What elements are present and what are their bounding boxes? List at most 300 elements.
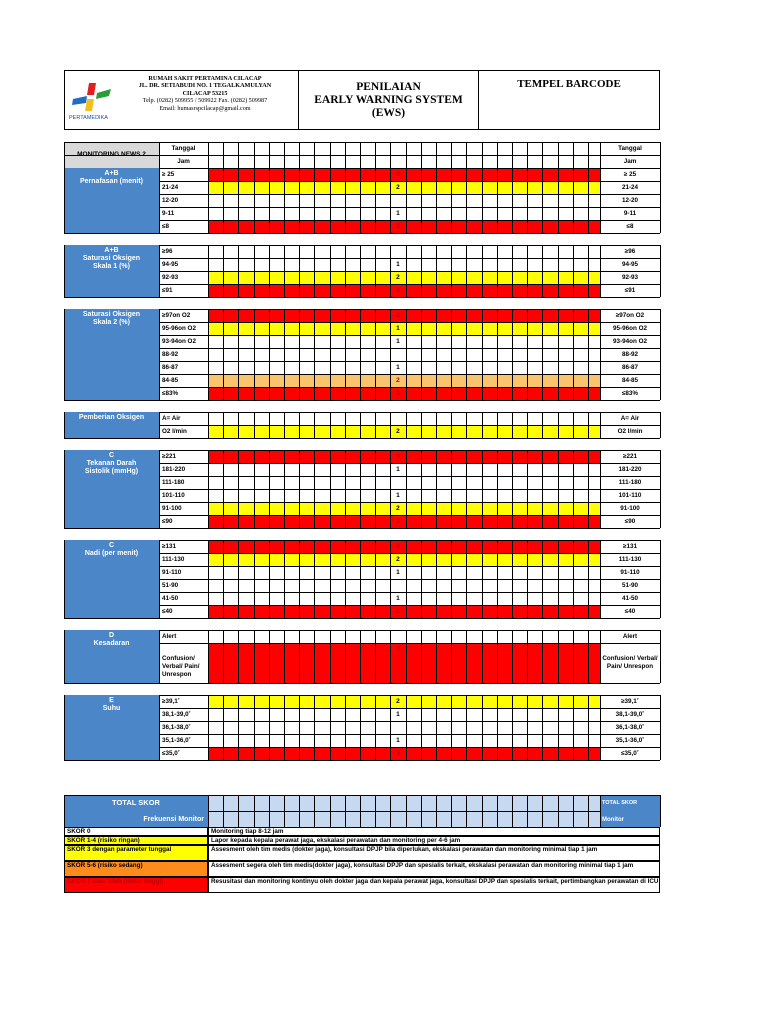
section-label	[64, 630, 159, 683]
column-border	[208, 540, 209, 618]
parameter-range-label: 93-94on O2	[162, 338, 196, 345]
column-border	[600, 630, 601, 683]
column-border	[64, 695, 65, 760]
column-border	[345, 795, 346, 827]
column-border	[208, 309, 209, 400]
row-border	[159, 734, 660, 735]
column-border	[64, 142, 65, 168]
column-border	[421, 695, 422, 760]
row-border	[159, 515, 660, 516]
hospital-name: RUMAH SAKIT PERTAMINA CILACAP	[148, 75, 262, 82]
parameter-range-label-right: ≤40	[624, 608, 636, 615]
parameter-range-label-right: 21-24	[621, 184, 639, 191]
column-border	[208, 142, 209, 168]
column-border	[558, 630, 559, 683]
column-border	[421, 795, 422, 827]
column-border	[330, 412, 331, 438]
column-border	[527, 168, 528, 233]
column-border	[208, 168, 209, 233]
parameter-range-label-right: ≥ 25	[623, 171, 637, 178]
column-border	[542, 540, 543, 618]
parameter-range-label-right: A= Air	[620, 415, 640, 422]
column-border	[375, 630, 376, 683]
column-border	[238, 142, 239, 168]
column-border	[406, 450, 407, 528]
column-border	[482, 142, 483, 168]
column-border	[159, 168, 160, 233]
monitor-label-right: Monitor	[600, 811, 660, 827]
legend-score-key: SKOR 7 atau lebih (risiko tinggi)	[64, 877, 208, 893]
column-border	[406, 412, 407, 438]
column-border	[299, 245, 300, 297]
parameter-range-label-right: Alert	[622, 633, 638, 640]
section-label	[64, 450, 159, 528]
column-border	[360, 168, 361, 233]
column-border	[238, 245, 239, 297]
section-subtitle: Pemberian Oksigen	[78, 414, 145, 421]
section-title: E	[109, 697, 114, 704]
column-border	[208, 245, 209, 297]
column-border	[390, 540, 391, 618]
column-border	[421, 142, 422, 168]
hospital-address: JL. DR. SETIABUDI NO. 1 TEGALKAMULYAN	[138, 82, 272, 90]
parameter-range-label: 95-96on O2	[162, 325, 196, 332]
row-border	[159, 592, 660, 593]
column-border	[588, 540, 589, 618]
column-border	[254, 695, 255, 760]
row-border	[159, 489, 660, 490]
row-border	[159, 361, 660, 362]
column-border	[254, 309, 255, 400]
row-border	[64, 528, 660, 529]
column-border	[558, 168, 559, 233]
column-border	[375, 695, 376, 760]
column-border	[208, 450, 209, 528]
column-border	[345, 450, 346, 528]
column-border	[223, 540, 224, 618]
column-border	[360, 630, 361, 683]
parameter-range-label-right: 95-96on O2	[613, 325, 647, 332]
section-title: A+B	[104, 170, 119, 177]
parameter-range-label: ≤90	[162, 518, 173, 525]
column-border	[600, 695, 601, 760]
column-border	[421, 412, 422, 438]
column-border	[542, 630, 543, 683]
column-border	[497, 412, 498, 438]
row-border	[159, 708, 660, 709]
column-border	[482, 168, 483, 233]
score-value: 3	[396, 608, 400, 615]
column-border	[375, 168, 376, 233]
parameter-range-label: 181-220	[162, 466, 186, 473]
legend-action-text: Resusitasi dan monitoring kontinyu oleh dokter jaga dan kepala perawat jaga, konsultasi DPJP dan spesialis terkait, pertimbangkan perawatan di ICU	[208, 877, 660, 893]
section-subtitle: Saturasi Oksigen Skala 1 (%)	[82, 255, 141, 270]
column-border	[573, 309, 574, 400]
column-border	[284, 142, 285, 168]
column-border	[330, 168, 331, 233]
column-border	[451, 142, 452, 168]
column-border	[159, 695, 160, 760]
row-border	[159, 605, 660, 606]
section-subtitle: Nadi (per menit)	[84, 550, 139, 557]
column-border	[299, 630, 300, 683]
column-border	[269, 245, 270, 297]
column-border	[573, 142, 574, 168]
column-border	[284, 695, 285, 760]
column-border	[159, 630, 160, 683]
logo-text: PERTAMEDIKA	[69, 115, 108, 121]
column-border	[512, 450, 513, 528]
column-border	[600, 795, 601, 827]
column-border	[660, 245, 661, 297]
column-border	[451, 412, 452, 438]
hospital-phone: Telp. (0282) 509955 / 509922 Fax. (0282) 509987	[142, 97, 268, 105]
column-border	[512, 795, 513, 827]
section-title: D	[108, 632, 115, 639]
parameter-range-label: ≥96	[162, 248, 173, 255]
column-border	[482, 309, 483, 400]
column-border	[660, 142, 661, 168]
section-title: C	[108, 542, 115, 549]
column-border	[375, 142, 376, 168]
parameter-range-label: 91-110	[162, 569, 182, 576]
row-border	[159, 348, 660, 349]
column-border	[330, 540, 331, 618]
column-border	[497, 695, 498, 760]
column-border	[558, 412, 559, 438]
column-border	[314, 795, 315, 827]
column-border	[223, 142, 224, 168]
column-border	[482, 795, 483, 827]
total-score-label: TOTAL SKOR	[64, 795, 208, 811]
column-border	[238, 450, 239, 528]
column-border	[588, 630, 589, 683]
column-border	[451, 450, 452, 528]
column-border	[254, 245, 255, 297]
row-border	[208, 811, 600, 812]
column-border	[345, 309, 346, 400]
parameter-range-label-right: 38,1-39,0˚	[615, 711, 645, 718]
column-border	[512, 168, 513, 233]
section-subtitle: Pernafasan (menit)	[79, 178, 144, 185]
legend-action-text: Assesment oleh tim medis (dokter jaga), konsultasi DPJP bila diperlukan, ekskalasi perawatan dan monitoring minimal tiap 1 jam	[208, 845, 660, 861]
column-border	[284, 168, 285, 233]
column-border	[512, 142, 513, 168]
row-border	[159, 566, 660, 567]
parameter-range-label-right: ≥96	[624, 248, 636, 255]
column-border	[269, 450, 270, 528]
barcode-label: TEMPEL BARCODE	[517, 78, 621, 90]
column-border	[512, 630, 513, 683]
column-border	[512, 309, 513, 400]
column-border	[406, 795, 407, 827]
parameter-range-label-right: 91-110	[620, 569, 640, 576]
column-border	[527, 795, 528, 827]
parameter-range-label: 101-110	[162, 492, 185, 499]
column-border	[254, 168, 255, 233]
parameter-range-label-right: ≥221	[623, 453, 637, 460]
parameter-range-label: 35,1-36,0˚	[162, 737, 191, 744]
parameter-range-label-right: ≤91	[624, 287, 636, 294]
row-border	[159, 553, 660, 554]
column-border	[542, 309, 543, 400]
column-border	[466, 412, 467, 438]
column-border	[406, 168, 407, 233]
column-border	[436, 309, 437, 400]
parameter-range-label: 12-20	[162, 197, 179, 204]
parameter-range-label-right: 51-90	[621, 582, 639, 589]
column-border	[527, 412, 528, 438]
column-border	[223, 795, 224, 827]
column-border	[497, 630, 498, 683]
legend-score-key: SKOR 3 dengan parameter tunggal	[64, 845, 208, 861]
parameter-range-label: 21-24	[162, 184, 179, 191]
column-border	[64, 309, 65, 400]
section-title: A+B	[104, 247, 119, 254]
column-border	[558, 142, 559, 168]
column-border	[436, 540, 437, 618]
column-border	[558, 245, 559, 297]
column-border	[573, 795, 574, 827]
column-border	[600, 142, 601, 168]
score-value: 1	[396, 595, 400, 602]
column-border	[238, 630, 239, 683]
parameter-range-label: 38,1-39,0˚	[162, 711, 191, 718]
parameter-range-label-right: 111-180	[618, 479, 642, 486]
row-border	[159, 220, 660, 221]
column-border	[159, 540, 160, 618]
column-border	[254, 450, 255, 528]
column-border	[64, 245, 65, 297]
score-value: 1	[396, 492, 400, 499]
score-value: 2	[396, 556, 400, 563]
column-border	[238, 168, 239, 233]
parameter-range-label-right: O2 l/min	[617, 428, 643, 435]
column-border	[299, 168, 300, 233]
column-border	[345, 245, 346, 297]
parameter-range-label-right: 181-220	[618, 466, 642, 473]
parameter-range-label-right: 9-11	[623, 210, 637, 217]
column-border	[451, 795, 452, 827]
column-border	[390, 630, 391, 683]
parameter-range-label-right: ≤35,0˚	[621, 750, 639, 757]
column-border	[421, 245, 422, 297]
column-border	[360, 412, 361, 438]
column-border	[269, 168, 270, 233]
column-border	[238, 412, 239, 438]
column-border	[660, 695, 661, 760]
column-border	[314, 412, 315, 438]
score-value: 3	[396, 312, 400, 319]
column-border	[512, 695, 513, 760]
parameter-range-label: 86-87	[162, 364, 179, 371]
column-border	[436, 142, 437, 168]
score-value: 1	[396, 466, 400, 473]
section-label	[64, 309, 159, 400]
column-border	[64, 795, 65, 827]
column-border	[497, 450, 498, 528]
column-border	[360, 540, 361, 618]
parameter-range-label-right: ≥131	[623, 543, 637, 550]
score-value: 1	[396, 737, 400, 744]
section-subtitle: Suhu	[102, 705, 121, 712]
column-border	[269, 795, 270, 827]
column-border	[406, 309, 407, 400]
row-border	[159, 335, 660, 336]
column-border	[482, 695, 483, 760]
column-border	[451, 695, 452, 760]
score-value: 2	[396, 377, 400, 384]
column-border	[254, 630, 255, 683]
row-border	[159, 181, 660, 182]
column-border	[482, 245, 483, 297]
column-border	[330, 309, 331, 400]
parameter-range-label: ≤40	[162, 608, 173, 615]
frequency-monitor-label: Frekuensi Monitor	[64, 811, 208, 827]
row-border	[64, 400, 660, 401]
column-border	[558, 695, 559, 760]
hospital-email: Email: humasrspcilacap@gmail.com	[159, 104, 251, 112]
title-line-1: PENILAIAN	[356, 81, 421, 93]
score-value: 1	[396, 210, 400, 217]
column-border	[284, 540, 285, 618]
row-border	[64, 795, 660, 796]
score-value: 1	[396, 325, 400, 332]
column-border	[527, 245, 528, 297]
column-border	[208, 630, 209, 683]
column-border	[299, 695, 300, 760]
column-border	[497, 142, 498, 168]
column-border	[512, 412, 513, 438]
row-border	[159, 194, 660, 195]
parameter-range-label-right: 12-20	[621, 197, 639, 204]
row-border	[159, 721, 660, 722]
score-value: 3	[396, 390, 400, 397]
column-border	[390, 168, 391, 233]
column-border	[436, 695, 437, 760]
column-border	[406, 142, 407, 168]
column-border	[600, 412, 601, 438]
row-border	[64, 438, 660, 439]
column-border	[466, 245, 467, 297]
parameter-range-label-right: 84-85	[621, 377, 639, 384]
column-border	[588, 142, 589, 168]
parameter-range-label-right: 41-50	[621, 595, 639, 602]
column-border	[390, 309, 391, 400]
column-border	[558, 540, 559, 618]
column-border	[223, 309, 224, 400]
column-border	[375, 450, 376, 528]
section-subtitle: Kesadaran	[93, 640, 130, 647]
column-border	[436, 412, 437, 438]
column-border	[497, 309, 498, 400]
column-border	[314, 630, 315, 683]
row-border	[64, 297, 660, 298]
column-border	[314, 245, 315, 297]
parameter-range-label-right: 101-110	[618, 492, 642, 499]
column-border	[299, 309, 300, 400]
row-border	[159, 425, 660, 426]
column-border	[573, 168, 574, 233]
parameter-range-label-right: ≥39,1˚	[621, 698, 639, 705]
column-border	[527, 630, 528, 683]
column-border	[345, 142, 346, 168]
column-border	[660, 795, 661, 827]
column-border	[345, 540, 346, 618]
column-border	[542, 168, 543, 233]
column-border	[406, 245, 407, 297]
row-border	[159, 476, 660, 477]
column-border	[390, 795, 391, 827]
column-border	[360, 450, 361, 528]
column-border	[451, 309, 452, 400]
column-border	[284, 412, 285, 438]
column-border	[345, 168, 346, 233]
column-border	[330, 795, 331, 827]
score-value: 1	[396, 569, 400, 576]
column-border	[660, 540, 661, 618]
score-value: 1	[396, 338, 400, 345]
total-score-label-right: TOTAL SKOR	[600, 795, 660, 811]
row-border	[159, 387, 660, 388]
column-border	[345, 630, 346, 683]
column-border	[208, 795, 209, 827]
column-border	[269, 309, 270, 400]
row-border	[159, 271, 660, 272]
column-border	[159, 450, 160, 528]
parameter-range-label: A= Air	[162, 415, 181, 422]
column-border	[466, 630, 467, 683]
column-border	[390, 245, 391, 297]
score-value: 2	[396, 184, 400, 191]
column-border	[497, 245, 498, 297]
parameter-range-label-right: 91-100	[620, 505, 640, 512]
parameter-range-label-right: 93-94on O2	[613, 338, 647, 345]
column-border	[208, 412, 209, 438]
column-border	[284, 245, 285, 297]
column-border	[284, 630, 285, 683]
column-border	[254, 412, 255, 438]
column-border	[558, 309, 559, 400]
column-border	[390, 142, 391, 168]
column-border	[330, 695, 331, 760]
column-border	[482, 412, 483, 438]
score-value: 3	[396, 518, 400, 525]
column-border	[159, 245, 160, 297]
column-border	[558, 450, 559, 528]
column-border	[527, 695, 528, 760]
column-border	[330, 630, 331, 683]
column-border	[421, 450, 422, 528]
column-border	[360, 142, 361, 168]
column-border	[223, 168, 224, 233]
column-border	[360, 309, 361, 400]
column-border	[497, 795, 498, 827]
column-border	[542, 412, 543, 438]
column-border	[375, 795, 376, 827]
column-border	[542, 795, 543, 827]
time-label-right: Jam	[623, 158, 637, 165]
date-label-right: Tanggal	[618, 145, 642, 152]
parameter-range-label: ≥131	[162, 543, 176, 550]
score-value: 1	[396, 711, 400, 718]
column-border	[600, 450, 601, 528]
column-border	[527, 450, 528, 528]
column-border	[390, 695, 391, 760]
score-value: 2	[396, 428, 400, 435]
column-border	[588, 795, 589, 827]
column-border	[558, 795, 559, 827]
